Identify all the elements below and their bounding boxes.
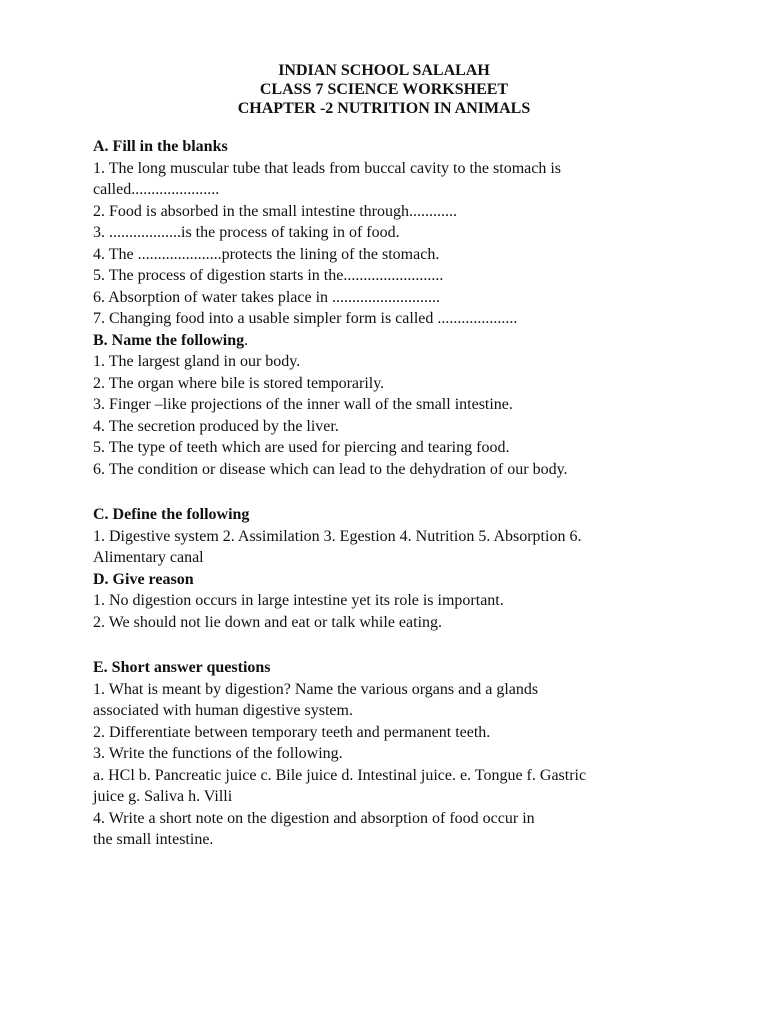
question-line: the small intestine. (93, 831, 214, 848)
question-line: 2. Food is absorbed in the small intestine through............ (93, 202, 457, 220)
section-spacer (93, 633, 673, 657)
question-line: 2. We should not lie down and eat or talk while eating. (93, 613, 443, 631)
worksheet-header (0, 61, 768, 118)
question-line: 1. No digestion occurs in large intestine yet its role is important. (93, 592, 504, 609)
question-line: 6. Absorption of water takes place in ........................... (93, 288, 441, 306)
section-heading: B. Name the following (93, 331, 245, 349)
question-line: called...................... (93, 181, 220, 198)
chapter-title: CHAPTER -2 NUTRITION IN ANIMALS (237, 100, 531, 117)
question-line: 4. The .....................protects the lining of the stomach. (93, 245, 440, 263)
section-heading: C. Define the following (93, 506, 250, 523)
question-line: 7. Changing food into a usable simpler form is called .................... (93, 310, 518, 327)
question-line: 5. The process of digestion starts in the......................... (93, 267, 444, 284)
question-line: 4. The secretion produced by the liver. (93, 417, 339, 435)
question-line: 1. The largest gland in our body. (93, 353, 301, 370)
question-line: Alimentary canal (93, 549, 204, 566)
question-line: 2. The organ where bile is stored temporarily. (93, 374, 385, 392)
section-spacer (93, 480, 673, 504)
question-line: associated with human digestive system. (93, 702, 353, 719)
question-line: 1. What is meant by digestion? Name the various organs and a glands (93, 680, 539, 698)
section-heading: E. Short answer questions (93, 659, 271, 676)
heading-suffix: . (244, 331, 249, 349)
section-fill-in-blanks (93, 136, 673, 330)
school-name: INDIAN SCHOOL SALALAH (278, 62, 490, 79)
section-heading-line (93, 330, 673, 352)
section-define-following (93, 504, 673, 569)
section-give-reason (93, 569, 673, 634)
section-heading: A. Fill in the blanks (93, 138, 228, 155)
question-line: 3. ..................is the process of taking in of food. (93, 224, 400, 241)
question-line: 6. The condition or disease which can lead to the dehydration of our body. (93, 460, 568, 478)
section-name-following (93, 330, 673, 481)
question-line: 5. The type of teeth which are used for piercing and tearing food. (93, 439, 510, 456)
question-line: a. HCl b. Pancreatic juice c. Bile juice d. Intestinal juice. e. Tongue f. Gastric (93, 766, 587, 784)
worksheet-body (93, 136, 673, 851)
question-line: 2. Differentiate between temporary teeth and permanent teeth. (93, 723, 491, 741)
question-line: 3. Write the functions of the following. (93, 745, 343, 762)
section-short-answer (93, 657, 673, 851)
question-line: 4. Write a short note on the digestion and absorption of food occur in (93, 809, 535, 827)
question-line: 1. The long muscular tube that leads from buccal cavity to the stomach is (93, 159, 562, 177)
section-heading: D. Give reason (93, 570, 194, 588)
question-line: juice g. Saliva h. Villi (93, 788, 233, 805)
question-line: 1. Digestive system 2. Assimilation 3. Egestion 4. Nutrition 5. Absorption 6. (93, 527, 582, 545)
worksheet-title: CLASS 7 SCIENCE WORKSHEET (259, 81, 509, 98)
question-line: 3. Finger –like projections of the inner wall of the small intestine. (93, 396, 513, 413)
